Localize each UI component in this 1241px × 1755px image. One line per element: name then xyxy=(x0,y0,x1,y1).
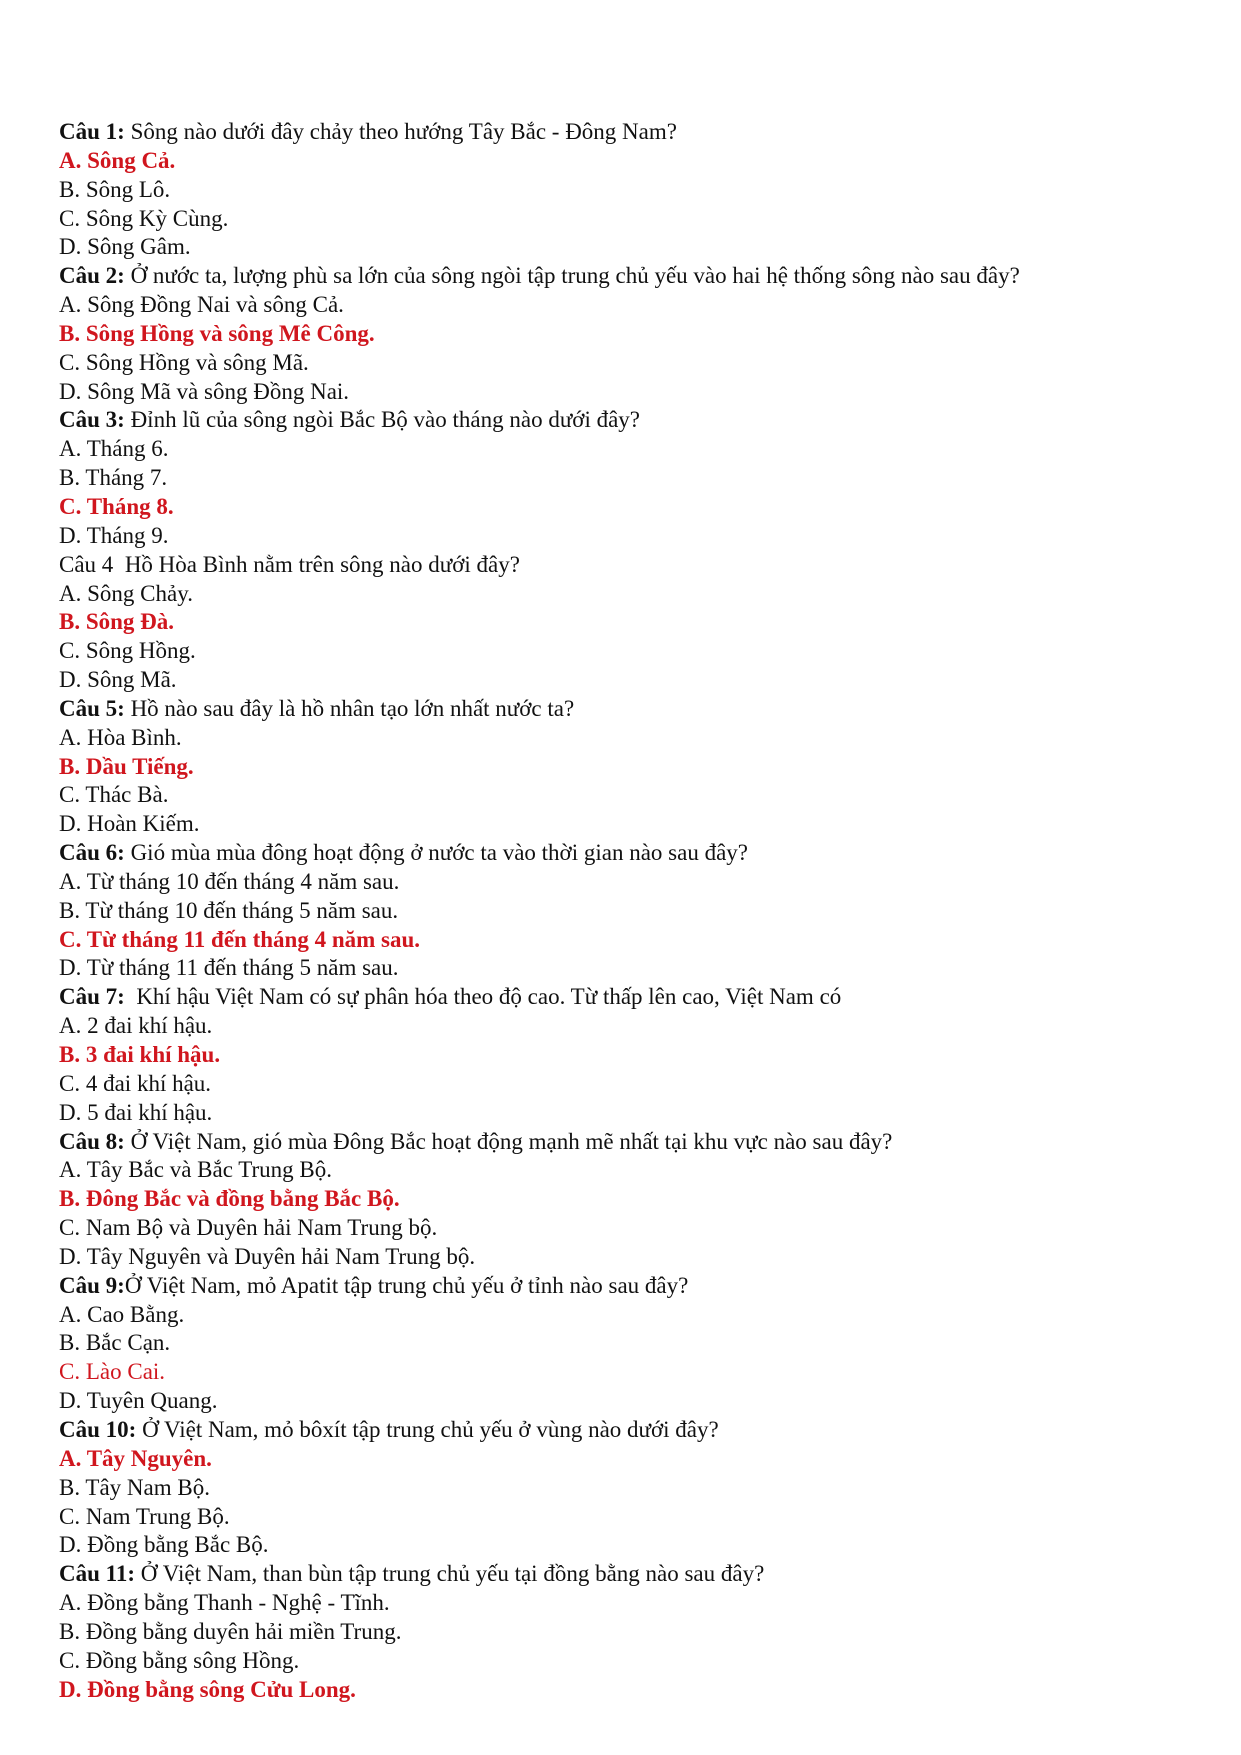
answer-option: A. Sông Chảy. xyxy=(59,580,193,606)
answer-option: D. Đồng bằng Bắc Bộ. xyxy=(59,1532,269,1558)
question-line xyxy=(59,262,1209,291)
question-text: Gió mùa mùa đông hoạt động ở nước ta vào thời gian nào sau đây? xyxy=(124,840,748,866)
question-line xyxy=(59,1416,1209,1445)
answer-option: C. Đồng bằng sông Hồng. xyxy=(59,1647,300,1673)
question-block xyxy=(59,983,1209,1127)
answer-option-correct: C. Từ tháng 11 đến tháng 4 năm sau. xyxy=(59,926,421,952)
question-line xyxy=(59,551,1209,580)
question-line xyxy=(59,839,1209,868)
question-text: Sông nào dưới đây chảy theo hướng Tây Bắc - Đông Nam? xyxy=(124,119,677,144)
answer-option: C. 4 đai khí hậu. xyxy=(59,1070,212,1096)
question-number: Câu 8: xyxy=(59,1128,125,1154)
answer-option: B. Tháng 7. xyxy=(59,465,168,491)
answer-option-correct: B. Sông Đà. xyxy=(59,609,175,635)
answer-option: D. Sông Gâm. xyxy=(59,234,191,260)
question-text: Hồ Hòa Bình nằm trên sông nào dưới đây? xyxy=(113,551,520,577)
question-block xyxy=(59,262,1209,406)
answer-option-correct: B. Đông Bắc và đồng bằng Bắc Bộ. xyxy=(59,1186,400,1212)
answer-option: A. 2 đai khí hậu. xyxy=(59,1013,213,1039)
question-number: Câu 9: xyxy=(59,1272,125,1298)
question-line xyxy=(59,1560,1209,1589)
question-number: Câu 7: xyxy=(59,984,125,1010)
question-block xyxy=(59,839,1209,983)
question-number: Câu 1: xyxy=(59,119,125,144)
answer-option-correct: D. Đồng bằng sông Cửu Long. xyxy=(59,1676,356,1702)
question-number: Câu 5: xyxy=(59,695,125,721)
question-block xyxy=(59,695,1209,839)
answer-option: D. Tây Nguyên và Duyên hải Nam Trung bộ. xyxy=(59,1243,476,1269)
question-block xyxy=(59,1272,1209,1416)
answer-option: B. Bắc Cạn. xyxy=(59,1330,171,1356)
answer-option-correct: B. Dầu Tiếng. xyxy=(59,753,194,779)
question-block xyxy=(59,1560,1209,1704)
question-number: Câu 3: xyxy=(59,407,125,433)
question-number: Câu 10: xyxy=(59,1416,137,1442)
answer-option: D. Sông Mã và sông Đồng Nai. xyxy=(59,378,350,404)
answer-option: B. Sông Lô. xyxy=(59,176,171,202)
question-block xyxy=(59,118,1209,262)
question-line xyxy=(59,983,1209,1012)
answer-option: A. Sông Đồng Nai và sông Cả. xyxy=(59,292,344,318)
question-number: Câu 6: xyxy=(59,840,125,866)
question-text: Khí hậu Việt Nam có sự phân hóa theo độ cao. Từ thấp lên cao, Việt Nam có xyxy=(124,984,842,1010)
question-line xyxy=(59,406,1209,435)
question-block xyxy=(59,406,1209,550)
question-text: Ở Việt Nam, than bùn tập trung chủ yếu tại đồng bằng nào sau đây? xyxy=(135,1561,765,1587)
answer-option: D. Tuyên Quang. xyxy=(59,1388,218,1414)
answer-option: D. Từ tháng 11 đến tháng 5 năm sau. xyxy=(59,955,399,981)
question-block xyxy=(59,1128,1209,1272)
question-text: Ở nước ta, lượng phù sa lớn của sông ngòi tập trung chủ yếu vào hai hệ thống sông nào sau đây? xyxy=(124,263,1020,289)
question-text: Hồ nào sau đây là hồ nhân tạo lớn nhất nước ta? xyxy=(124,695,575,721)
question-number: Câu 11: xyxy=(59,1561,136,1587)
answer-option: C. Sông Kỳ Cùng. xyxy=(59,205,229,231)
answer-option-correct: A. Sông Cả. xyxy=(59,147,176,173)
answer-option: C. Nam Trung Bộ. xyxy=(59,1503,230,1529)
answer-option: D. Hoàn Kiếm. xyxy=(59,811,200,837)
answer-option: D. 5 đai khí hậu. xyxy=(59,1099,213,1125)
question-text: Đỉnh lũ của sông ngòi Bắc Bộ vào tháng nào dưới đây? xyxy=(124,407,641,433)
answer-option-correct: A. Tây Nguyên. xyxy=(59,1445,212,1471)
question-number: Câu 4 xyxy=(59,551,114,577)
answer-option-correct: C. Lào Cai. xyxy=(59,1359,166,1385)
answer-option-correct: B. Sông Hồng và sông Mê Công. xyxy=(59,320,375,346)
question-block xyxy=(59,1416,1209,1560)
question-text: Ở Việt Nam, gió mùa Đông Bắc hoạt động mạnh mẽ nhất tại khu vực nào sau đây? xyxy=(124,1128,893,1154)
answer-option: A. Từ tháng 10 đến tháng 4 năm sau. xyxy=(59,868,400,894)
answer-option: C. Sông Hồng. xyxy=(59,638,196,664)
answer-option: A. Hòa Bình. xyxy=(59,724,182,750)
answer-option: B. Từ tháng 10 đến tháng 5 năm sau. xyxy=(59,897,399,923)
answer-option-correct: C. Tháng 8. xyxy=(59,493,174,519)
question-line xyxy=(59,1272,1209,1301)
answer-option: A. Cao Bằng. xyxy=(59,1301,185,1327)
answer-option: C. Nam Bộ và Duyên hải Nam Trung bộ. xyxy=(59,1215,438,1241)
answer-option: A. Tây Bắc và Bắc Trung Bộ. xyxy=(59,1157,333,1183)
question-number: Câu 2: xyxy=(59,263,125,289)
answer-option: D. Sông Mã. xyxy=(59,667,177,693)
answer-option: C. Sông Hồng và sông Mã. xyxy=(59,349,309,375)
answer-option: B. Tây Nam Bộ. xyxy=(59,1474,210,1500)
quiz-document xyxy=(59,118,1209,1704)
question-text: Ở Việt Nam, mỏ bôxít tập trung chủ yếu ở vùng nào dưới đây? xyxy=(136,1416,719,1442)
question-text: Ở Việt Nam, mỏ Apatit tập trung chủ yếu ở tỉnh nào sau đây? xyxy=(124,1272,689,1298)
answer-option: C. Thác Bà. xyxy=(59,782,169,808)
question-line xyxy=(59,118,1209,147)
question-line xyxy=(59,695,1209,724)
question-line xyxy=(59,1128,1209,1157)
answer-option: D. Tháng 9. xyxy=(59,522,169,548)
answer-option: A. Tháng 6. xyxy=(59,436,169,462)
question-block xyxy=(59,551,1209,695)
answer-option-correct: B. 3 đai khí hậu. xyxy=(59,1042,221,1067)
answer-option: A. Đồng bằng Thanh - Nghệ - Tĩnh. xyxy=(59,1590,390,1616)
answer-option: B. Đồng bằng duyên hải miền Trung. xyxy=(59,1618,402,1644)
